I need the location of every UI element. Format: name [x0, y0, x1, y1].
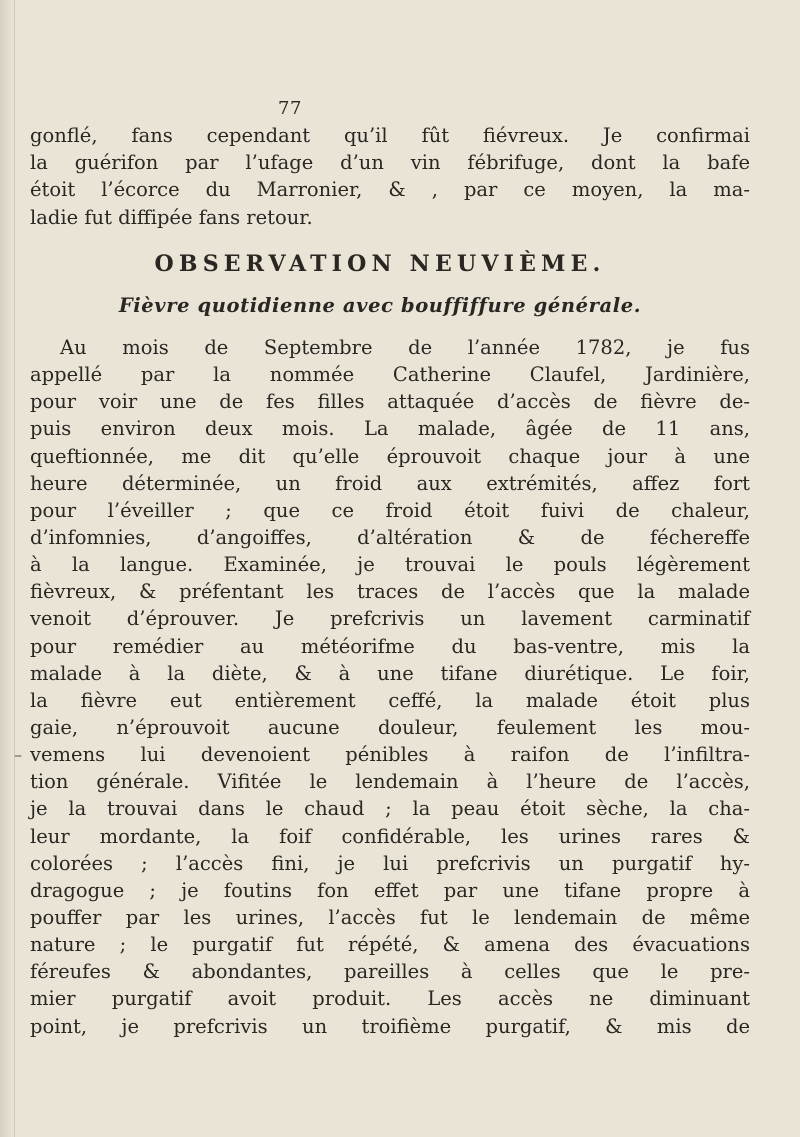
text-line: la guérifon par l’ufage d’un vin fébrifuge, dont la bafe: [30, 151, 750, 175]
text-line: queftionnée, me dit qu’elle éprouvoit chaque jour à une: [30, 444, 750, 468]
text-line: pour voir une de fes filles attaquée d’accès de fièvre de-: [30, 390, 750, 414]
text-line: vemens lui devenoient pénibles à raifon de l’infiltra-: [30, 743, 750, 767]
text-line: féreufes & abondantes, pareilles à celles que le pre-: [30, 960, 750, 984]
text-line: d’infomnies, d’angoiffes, d’altération & de féchereffe: [30, 525, 750, 549]
text-line: tion générale. Vifitée le lendemain à l’heure de l’accès,: [30, 770, 750, 794]
text-line: mier purgatif avoit produit. Les accès ne diminuant: [30, 987, 750, 1011]
text-line: je la trouvai dans le chaud ; la peau étoit sèche, la cha-: [30, 797, 750, 821]
text-line: pour remédier au météorifme du bas-ventre, mis la: [30, 634, 750, 658]
text-line: puis environ deux mois. La malade, âgée de 11 ans,: [30, 417, 750, 441]
text-line: venoit d’éprouver. Je prefcrivis un lavement carminatif: [30, 607, 750, 631]
text-line: Au mois de Septembre de l’année 1782, je fus: [60, 336, 750, 359]
text-line: gonflé, fans cependant qu’il fût fiévreux. Je confirmai: [30, 124, 750, 147]
text-line: pour l’éveiller ; que ce froid étoit fuivi de chaleur,: [30, 498, 750, 522]
text-line: fièvreux, & préfentant les traces de l’accès que la malade: [30, 580, 750, 604]
margin-mark: –: [14, 745, 22, 764]
text-line: ladie fut diffipée fans retour.: [30, 205, 313, 229]
text-line: dragogue ; je foutins fon effet par une tifane propre à: [30, 878, 750, 902]
text-line: malade à la diète, & à une tifane diurétique. Le foir,: [30, 661, 750, 685]
text-line: à la langue. Examinée, je trouvai le pouls légèrement: [30, 553, 750, 577]
text-line: leur mordante, la foif confidérable, les urines rares &: [30, 824, 750, 848]
section-subheading: Fièvre quotidienne avec bouffiffure générale.: [118, 294, 642, 317]
text-line: étoit l’écorce du Marronier, & , par ce moyen, la ma-: [30, 178, 750, 202]
page-edge: [0, 0, 15, 1137]
text-line: la fièvre eut entièrement ceffé, la malade étoit plus: [30, 688, 750, 712]
opening-paragraph: [30, 122, 750, 231]
text-line: heure déterminée, un froid aux extrémités, affez fort: [30, 471, 750, 495]
text-line: appellé par la nommée Catherine Claufel, Jardinière,: [30, 363, 750, 387]
text-line: pouffer par les urines, l’accès fut le lendemain de même: [30, 905, 750, 929]
book-page: [30, 0, 800, 1137]
section-heading: OBSERVATION NEUVIÈME.: [154, 251, 606, 277]
text-line: point, je prefcrivis un troifième purgatif, & mis de: [30, 1014, 750, 1038]
page-number: 77: [278, 98, 302, 119]
text-line: colorées ; l’accès fini, je lui prefcrivis un purgatif hy-: [30, 851, 750, 875]
text-line: gaie, n’éprouvoit aucune douleur, feulement les mou-: [30, 715, 750, 739]
text-line: nature ; le purgatif fut répété, & amena des évacuations: [30, 933, 750, 957]
section-body: [30, 334, 750, 1040]
